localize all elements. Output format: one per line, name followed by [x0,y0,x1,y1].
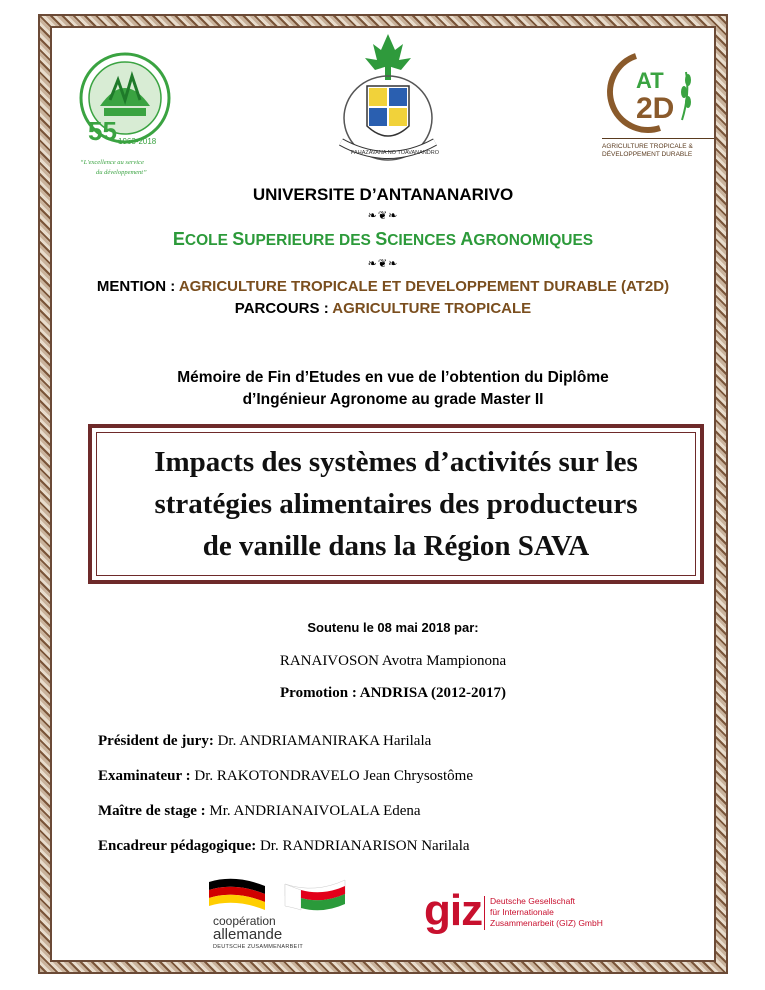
university-name: UNIVERSITE D’ANTANANARIVO [252,185,514,204]
giz-line2: für Internationale [490,907,554,917]
university-seal-logo [333,30,443,170]
svg-text:2D: 2D [636,92,675,125]
school-name [40,229,726,250]
ornament-divider: ❧❦❧ [367,210,399,222]
jury-member-name: Dr. RANDRIANARISON Narilala [256,838,470,854]
school-cap-s2: S [375,229,388,249]
mention-line [40,278,726,295]
jury-role: Maître de stage : [98,803,206,819]
coop-line2: allemande [213,926,283,943]
title-line3: de vanille dans la Région SAVA [202,530,590,562]
coop-line1: coopération [213,914,276,928]
memoire-line2: d’Ingénieur Agronome au grade Master II [242,391,544,408]
thesis-title [154,441,638,567]
school-rest-3: CIENCES [387,232,461,249]
school-rest-4: GRONOMIQUES [473,232,594,249]
at2d-emblem [598,48,716,136]
jury-role: Encadreur pédagogique: [98,838,257,854]
school-rest-2: UPERIEURE DES [244,232,376,249]
jury-examiner [98,768,473,785]
giz-divider [484,896,485,930]
jury-role: Président de jury: [98,733,214,749]
giz-line3: Zusammenarbeit (GIZ) GmbH [490,918,603,928]
jury-internship-supervisor [98,803,421,820]
school-cap-s1: S [232,229,245,249]
anniversary-years: 1963-2018 [118,137,157,146]
school-rest-1: COLE [184,232,233,249]
jury-member-name: Dr. RAKOTONDRAVELO Jean Chrysostôme [190,768,473,784]
jury-member-name: Mr. ANDRIANAIVOLALA Edena [205,803,421,819]
thesis-title-inner [96,432,696,576]
mention-value: AGRICULTURE TROPICALE ET DEVELOPPEMENT DURABLE (AT2D) [178,278,670,295]
jury-role: Examinateur : [98,768,191,784]
author-name: RANAIVOSON Avotra Mampionona [279,653,507,669]
giz-subtitle [490,896,603,929]
memoire-line1: Mémoire de Fin d’Etudes en vue de l’obtention du Diplôme [177,369,609,386]
at2d-caption [602,138,714,159]
jury-academic-supervisor [98,838,470,855]
promotion: Promotion : ANDRISA (2012-2017) [280,685,506,701]
giz-wordmark: giz [424,886,483,935]
flags-icon [205,872,350,916]
jury-member-name: Dr. ANDRIAMANIRAKA Harilala [213,733,432,749]
svg-text:AT: AT [636,68,664,93]
parcours-label: PARCOURS : [234,300,333,317]
at2d-logo [598,48,716,162]
memoire-description [60,367,726,411]
svg-text:“L'excellence au service: “L'excellence au service [80,159,144,166]
at2d-caption-line1: AGRICULTURE TROPICALE & [602,143,693,150]
svg-text:du développement”: du développement” [96,169,147,176]
anniversary-number: 55 [88,116,117,146]
thesis-title-box [88,424,704,584]
parcours-value: AGRICULTURE TROPICALE [332,300,532,317]
mention-label: MENTION : [96,278,179,295]
title-line2: stratégies alimentaires des producteurs [154,488,638,520]
parcours-line [40,300,726,317]
jury-president [98,733,431,750]
coop-line3: DEUTSCHE ZUSAMMENARBEIT [213,944,304,950]
giz-logo [424,886,614,948]
ornament-divider: ❧❦❧ [367,258,399,270]
essa-anniversary-logo [70,40,180,182]
giz-line1: Deutsche Gesellschaft [490,896,576,906]
school-cap-a: A [460,229,474,249]
cooperation-allemande-logo [205,872,350,954]
defense-date: Soutenu le 08 mai 2018 par: [307,620,479,635]
seal-motto: FAHAZAVANA NO TOAVANANDRO [351,150,440,156]
at2d-caption-line2: DÉVELOPPEMENT DURABLE [602,151,693,158]
title-line1: Impacts des systèmes d’activités sur les [154,446,638,478]
school-cap-e: E [172,229,185,249]
